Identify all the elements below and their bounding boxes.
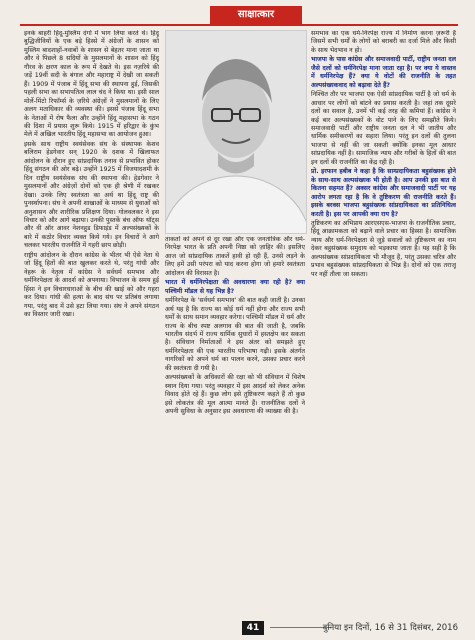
paragraph: तुष्टिकरण का अभिप्राय आरएसएस-भाजपा के राजनीतिक प्रचार, हिंदू आक्रामकता को बढ़ाने वाले प्रचार का हिस्सा है। सामाजिक न्याय और धर्म-निरपेक्षता से जुड़े सवालों को तुष्टिकरण का नाम देकर बहुसंख्यक समुदाय को भड़काया जाता है। यह सही है कि अल्पसंख्यक सांप्रदायिकता भी मौजूद है, परंतु उसका चरित्र और प्रभाव बहुसंख्यक सांप्रदायिकता से भिन्न है। दोनों को एक तराजू पर नहीं तौला जा सकता।: [311, 219, 456, 278]
paragraph: ताकतों को अपने से दूर रखा और एक जनतांत्रिक और धर्म-निरपेक्ष भारत के प्रति अपनी निष्ठा को ज़ाहिर की। इसलिए आज जो सांप्रदायिक ताकतें हावी हो रही हैं, उनसे लड़ने के लिए हमें उसी परंपरा को याद करना होगा जो हमारे स्वतंत्रता आंदोलन की विरासत है।: [165, 236, 305, 277]
paragraph: धर्मनिरपेक्ष के 'सर्वधर्म समभाव' की बात कही जाती है। उनका अर्थ यह है कि राज्य का कोई धर्म नहीं होगा और राज्य सभी धर्मों के साथ समान व्यवहार करेगा। पश्चिमी मॉडल में धर्म और राज्य के बीच स्पष्ट अलगाव की बात की जाती है, जबकि भारतीय संदर्भ में राज्य धार्मिक सुधारों में हस्तक्षेप कर सकता है। संविधान निर्माताओं ने इस अंतर को समझते हुए धर्मनिरपेक्षता की एक भारतीय परिभाषा गढ़ी। इसके अंतर्गत नागरिकों को अपने धर्म का पालन करने, उसका प्रचार करने की स्वतंत्रता दी गयी है।: [165, 297, 305, 372]
paragraph: राष्ट्रीय आंदोलन के दौरान कांग्रेस के भीतर भी ऐसे नेता थे जो हिंदू हितों की बात खुलकर करते थे, परंतु गांधी और नेहरू के नेतृत्व में कांग्रेस ने सर्वधर्म समभाव और धर्मनिरपेक्षता के आदर्श को अपनाया। विभाजन के समय हुई हिंसा ने इन विचारधाराओं के बीच की खाई को और गहरा कर दिया। गांधी की हत्या के बाद संघ पर प्रतिबंध लगाया गया, परंतु बाद में उसे हटा लिया गया। संघ ने अपने संगठन का विस्तार जारी रखा।: [24, 251, 159, 318]
portrait-illustration: [166, 31, 306, 233]
paragraph: इसके साथ राष्ट्रीय स्वयंसेवक संघ के संस्थापक केशव बलिराम हेडगेवार सन् 1920 के दशक में खिलाफत आंदोलन के दौरान हुए सांप्रदायिक तनाव से प्रभावित होकर हिंदू संगठन की ओर बढ़े। उन्होंने 1925 में विजयादशमी के दिन राष्ट्रीय स्वयंसेवक संघ की स्थापना की। हेडगेवार ने मुसलमानों और अंग्रेज़ों दोनों को एक ही श्रेणी में रखकर देखा। उनके लिए स्वतंत्रता का अर्थ था हिंदू राष्ट्र की पुनर्स्थापना। संघ ने अपनी शाखाओं के माध्यम से युवाओं को अनुशासन और शारीरिक प्रशिक्षण दिया। गोलवलकर ने इस विचार को और आगे बढ़ाया। उनकी पुस्तकें बंच ऑफ थॉट्स और वी ऑर आवर नेशनहुड डिफाइंड में अल्पसंख्यकों के बारे में कठोर विचार व्यक्त किये गये। इन विचारों ने आगे चलकर भारतीय राजनीति में गहरी छाप छोड़ी।: [24, 140, 159, 250]
column-middle: [165, 236, 305, 618]
paragraph: समभाव का एक धर्म-निरपेक्ष राज्य में निर्माण करना ज़रूरी है जिसमें सभी धर्मों के लोगों को बराबरी का दर्जा मिले और किसी के साथ भेदभाव न हो।: [311, 30, 456, 54]
publication-info: दुनिया इन दिनों, 16 से 31 दिसंबर, 2016: [322, 623, 458, 633]
page-number: 41: [242, 621, 264, 635]
interview-question: भारत में धर्मनिरपेक्षता की अवधारणा क्या रही है? क्या पश्चिमी मॉडल से यह भिन्न है?: [165, 279, 305, 295]
paragraph: अल्पसंख्यकों के अधिकारों की रक्षा को भी संविधान में विशेष स्थान दिया गया। परंतु व्यवहार में इस आदर्श को लेकर अनेक विवाद होते रहे हैं। कुछ लोग इसे तुष्टिकरण कहते हैं तो कुछ इसे लोकतंत्र की मूल आत्मा मानते हैं। राजनीतिक दलों ने अपनी सुविधा के अनुसार इस अवधारणा की व्याख्या की है।: [165, 374, 305, 416]
section-tag: साक्षात्कार: [210, 6, 302, 24]
interview-question: भाजपा के पास कांग्रेस और समाजवादी पार्टी, राष्ट्रीय जनता दल जैसे दलों को धर्मनिरपेक्ष माना जाता रहा है। पर क्या ये वास्तव में धर्मनिरपेक्ष हैं? क्या ये वोटों की राजनीति के तहत अल्पसंख्यकवाद को बढ़ावा देते हैं?: [311, 56, 456, 89]
paragraph: इनके बाहरी हिंदू-मुस्लिम दंगों में भाग लिया करते थे। हिंदू बुद्धिजीवियों के एक बड़े हिस्से में अंग्रेजों के शासन को मुस्लिम बादशाहों-नवाबों के शासन से बेहतर माना जाता था और वे पिछले 8 सदियों के मुसलमानों के शासन को हिंदू गौरव के क्षरण काल के रूप में देखते थे। इस नज़रिये की जड़ें 19वीं सदी के बंगाल और महाराष्ट्र में देखी जा सकती हैं। 1909 में पंजाब में हिंदू सभा की स्थापना हुई, जिसकी पहली सभा का सभापतित्व लाल चंद ने किया था। इसी साल मोर्ले-मिंटो रिफॉर्म्स के ज़रिये अंग्रेज़ों ने मुसलमानों के लिए अलग मताधिकार की व्यवस्था की। इससे पंजाब हिंदू सभा के नेताओं में रोष फैला और उन्होंने हिंदू महासभा के गठन की दिशा में प्रयास शुरू किये। 1915 में हरिद्वार के कुंभ मेले में अखिल भारतीय हिंदू महासभा का आयोजन हुआ।: [24, 30, 159, 139]
section-header-bar: [20, 6, 458, 26]
footer-divider: [270, 627, 330, 628]
portrait-photo: [165, 30, 307, 234]
paragraph: निश्चित तौर पर भाजपा एक ऐसी सांप्रदायिक पार्टी है जो धर्म के आधार पर लोगों को बांटने का प्रयास करती है। जहां तक दूसरे दलों का सवाल है, उनमें भी कई तरह की कमियां हैं। कांग्रेस ने कई बार अल्पसंख्यकों के वोट पाने के लिए समझौते किये। समाजवादी पार्टी और राष्ट्रीय जनता दल ने भी जातीय और धार्मिक समीकरणों का सहारा लिया। परंतु इन दलों की तुलना भाजपा से नहीं की जा सकती क्योंकि इनका मूल आधार सांप्रदायिक नहीं है। सामाजिक न्याय और गरीबों के हितों की बात इन दलों की राजनीति का केंद्र रही है।: [311, 91, 456, 166]
page-footer: [20, 621, 458, 637]
interview-question: प्रो. इरफान हबीब ने कहा है कि साम्प्रदायिकता बहुसंख्यक होने के साथ-साथ अल्पसंख्यक भी होती है। आप उनकी इस बात से कितना सहमत हैं? अक्सर कांग्रेस और समाजवादी पार्टी पर यह आरोप लगता रहा है कि वे तुष्टिकरण की राजनीति करते हैं। इसके बरक्स भाजपा बहुसंख्यक सांप्रदायिकता का प्रतिनिधित्व करती है। इस पर आपकी क्या राय है?: [311, 168, 456, 218]
column-right: [311, 30, 456, 618]
column-left: [24, 30, 159, 618]
